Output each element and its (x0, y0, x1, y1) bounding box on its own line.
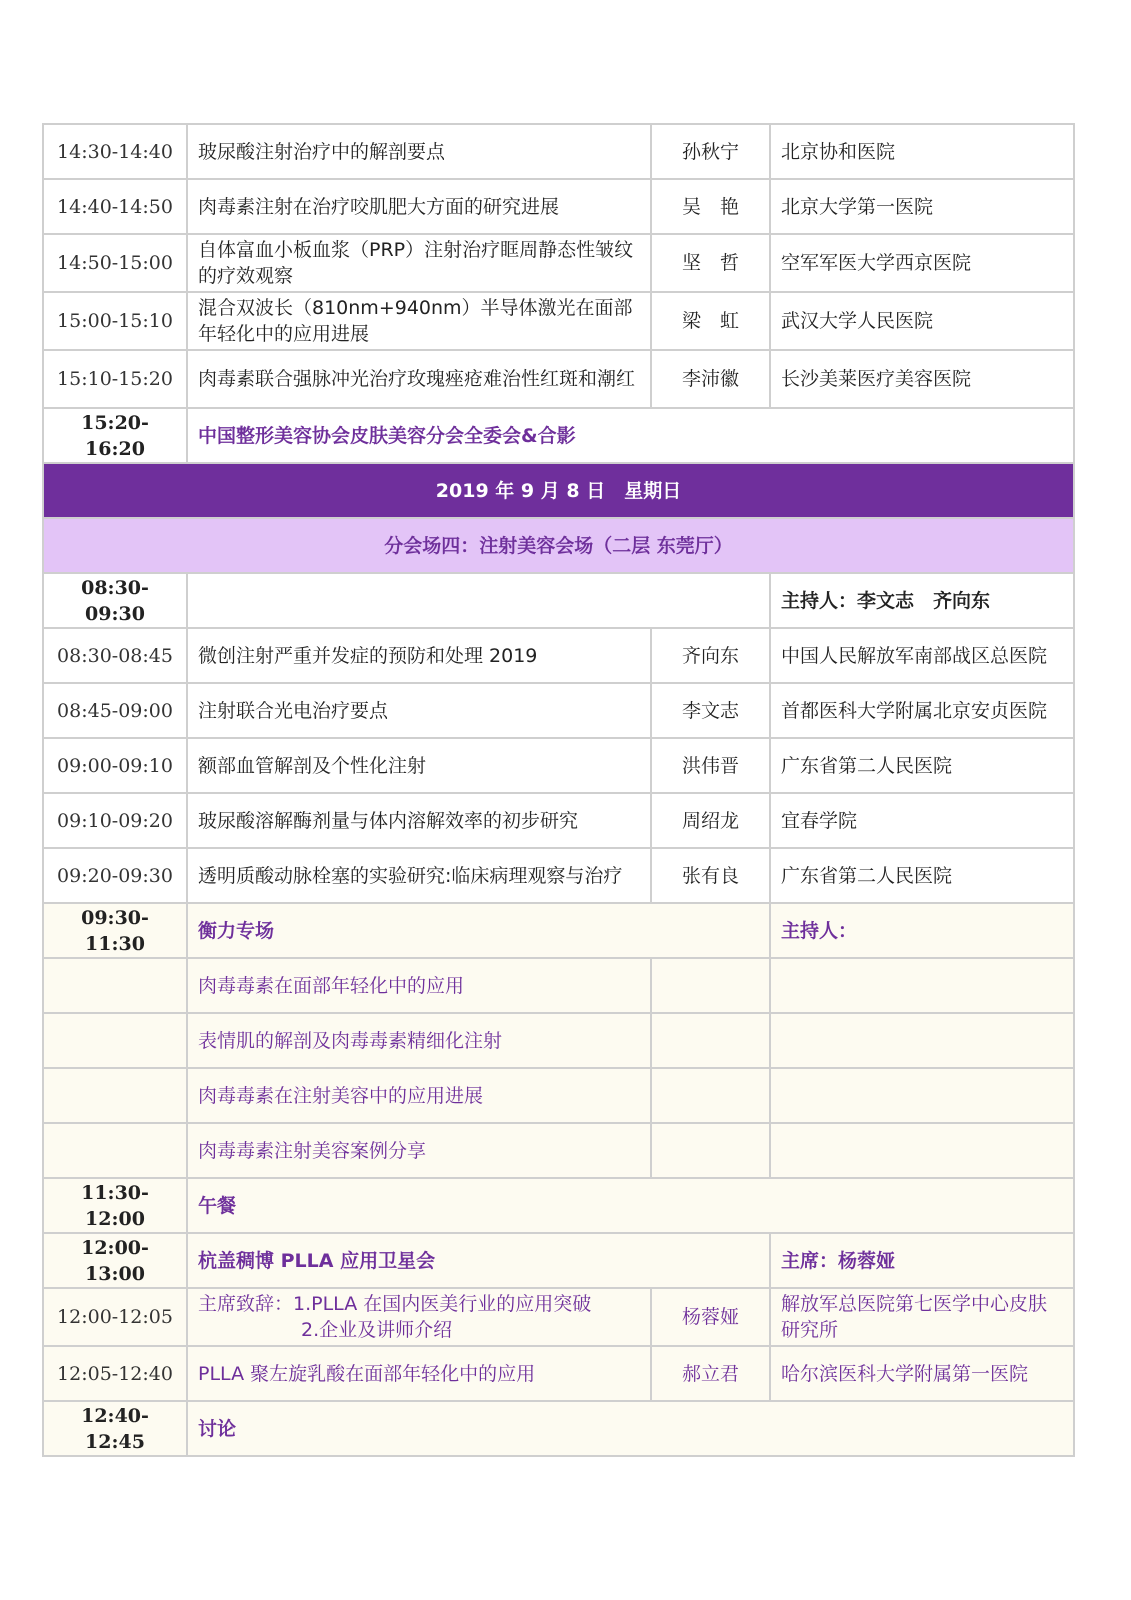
time-cell (43, 1068, 187, 1123)
speaker-cell: 坚 哲 (651, 234, 770, 292)
speaker-cell: 梁 虹 (651, 292, 770, 350)
session-title: 杭盖稠博 PLLA 应用卫星会 (187, 1233, 770, 1288)
affiliation-cell: 广东省第二人民医院 (770, 738, 1074, 793)
speaker-cell: 郝立君 (651, 1346, 770, 1401)
table-row (43, 628, 1074, 683)
topic-line: 2.企业及讲师介绍 (301, 1319, 453, 1341)
chair-cell: 主席：杨蓉娅 (770, 1233, 1074, 1288)
topic-cell: 玻尿酸注射治疗中的解剖要点 (187, 124, 651, 179)
topic-cell: 微创注射严重并发症的预防和处理 2019 (187, 628, 651, 683)
time-cell: 15:20-16:20 (43, 408, 187, 463)
speaker-cell (651, 958, 770, 1013)
topic-cell: 额部血管解剖及个性化注射 (187, 738, 651, 793)
venue-header-row (43, 518, 1074, 573)
schedule-table (42, 123, 1075, 1457)
table-row (43, 1013, 1074, 1068)
venue-header: 分会场四：注射美容会场（二层 东莞厅） (43, 518, 1074, 573)
affiliation-cell: 武汉大学人民医院 (770, 292, 1074, 350)
time-cell: 12:00-13:00 (43, 1233, 187, 1288)
plenary-row (43, 408, 1074, 463)
session-title: 衡力专场 (187, 903, 770, 958)
affiliation-cell: 首都医科大学附属北京安贞医院 (770, 683, 1074, 738)
topic-cell: 混合双波长（810nm+940nm）半导体激光在面部年轻化中的应用进展 (187, 292, 651, 350)
time-cell: 12:05-12:40 (43, 1346, 187, 1401)
session-title-cell (187, 573, 770, 628)
time-cell: 11:30-12:00 (43, 1178, 187, 1233)
topic-cell: 肉毒毒素注射美容案例分享 (187, 1123, 651, 1178)
time-cell: 09:00-09:10 (43, 738, 187, 793)
topic-cell: 透明质酸动脉栓塞的实验研究:临床病理观察与治疗 (187, 848, 651, 903)
time-cell: 15:00-15:10 (43, 292, 187, 350)
discussion-title: 讨论 (187, 1401, 1074, 1456)
day-header: 2019 年 9 月 8 日 星期日 (43, 463, 1074, 518)
table-row (43, 1346, 1074, 1401)
table-row (43, 1068, 1074, 1123)
affiliation-cell: 哈尔滨医科大学附属第一医院 (770, 1346, 1074, 1401)
time-cell: 08:30-08:45 (43, 628, 187, 683)
speaker-cell (651, 1068, 770, 1123)
lunch-row (43, 1178, 1074, 1233)
time-cell: 08:30-09:30 (43, 573, 187, 628)
time-cell: 09:10-09:20 (43, 793, 187, 848)
discussion-row (43, 1401, 1074, 1456)
table-row (43, 738, 1074, 793)
time-cell: 14:40-14:50 (43, 179, 187, 234)
topic-cell: 注射联合光电治疗要点 (187, 683, 651, 738)
table-row (43, 179, 1074, 234)
speaker-cell: 孙秋宁 (651, 124, 770, 179)
time-cell: 12:40-12:45 (43, 1401, 187, 1456)
affiliation-cell (770, 958, 1074, 1013)
affiliation-cell: 北京大学第一医院 (770, 179, 1074, 234)
table-row (43, 848, 1074, 903)
topic-cell: 表情肌的解剖及肉毒毒素精细化注射 (187, 1013, 651, 1068)
time-cell: 09:20-09:30 (43, 848, 187, 903)
speaker-cell: 洪伟晋 (651, 738, 770, 793)
topic-cell: 肉毒毒素在注射美容中的应用进展 (187, 1068, 651, 1123)
affiliation-cell: 空军军医大学西京医院 (770, 234, 1074, 292)
speaker-cell: 杨蓉娅 (651, 1288, 770, 1346)
topic-cell (187, 1288, 651, 1346)
topic-cell: PLLA 聚左旋乳酸在面部年轻化中的应用 (187, 1346, 651, 1401)
table-row (43, 793, 1074, 848)
topic-line: 主席致辞：1.PLLA 在国内医美行业的应用突破 (198, 1293, 592, 1315)
time-cell: 12:00-12:05 (43, 1288, 187, 1346)
table-row (43, 124, 1074, 179)
affiliation-cell (770, 1013, 1074, 1068)
table-row (43, 683, 1074, 738)
table-row (43, 1123, 1074, 1178)
time-cell: 08:45-09:00 (43, 683, 187, 738)
topic-cell: 玻尿酸溶解酶剂量与体内溶解效率的初步研究 (187, 793, 651, 848)
affiliation-cell: 广东省第二人民医院 (770, 848, 1074, 903)
table-row (43, 234, 1074, 292)
speaker-cell (651, 1123, 770, 1178)
speaker-cell: 李沛徽 (651, 350, 770, 408)
session-header-row (43, 573, 1074, 628)
session-header-row (43, 903, 1074, 958)
time-cell: 15:10-15:20 (43, 350, 187, 408)
time-cell (43, 958, 187, 1013)
host-cell: 主持人：李文志 齐向东 (770, 573, 1074, 628)
table-row (43, 292, 1074, 350)
table-row (43, 350, 1074, 408)
plenary-title: 中国整形美容协会皮肤美容分会全委会&合影 (187, 408, 1074, 463)
session-header-row (43, 1233, 1074, 1288)
time-cell (43, 1123, 187, 1178)
table-row (43, 958, 1074, 1013)
table-row (43, 1288, 1074, 1346)
time-cell: 14:30-14:40 (43, 124, 187, 179)
speaker-cell: 吴 艳 (651, 179, 770, 234)
time-cell: 09:30-11:30 (43, 903, 187, 958)
speaker-cell (651, 1013, 770, 1068)
topic-cell: 肉毒毒素在面部年轻化中的应用 (187, 958, 651, 1013)
topic-cell: 自体富血小板血浆（PRP）注射治疗眶周静态性皱纹的疗效观察 (187, 234, 651, 292)
time-cell: 14:50-15:00 (43, 234, 187, 292)
affiliation-cell: 宜春学院 (770, 793, 1074, 848)
affiliation-cell (770, 1068, 1074, 1123)
affiliation-cell: 北京协和医院 (770, 124, 1074, 179)
speaker-cell: 张有良 (651, 848, 770, 903)
topic-cell: 肉毒素联合强脉冲光治疗玫瑰痤疮难治性红斑和潮红 (187, 350, 651, 408)
affiliation-cell (770, 1123, 1074, 1178)
time-cell (43, 1013, 187, 1068)
day-header-row (43, 463, 1074, 518)
lunch-title: 午餐 (187, 1178, 1074, 1233)
speaker-cell: 周绍龙 (651, 793, 770, 848)
affiliation-cell: 解放军总医院第七医学中心皮肤研究所 (770, 1288, 1074, 1346)
affiliation-cell: 中国人民解放军南部战区总医院 (770, 628, 1074, 683)
speaker-cell: 齐向东 (651, 628, 770, 683)
topic-cell: 肉毒素注射在治疗咬肌肥大方面的研究进展 (187, 179, 651, 234)
host-cell: 主持人： (770, 903, 1074, 958)
affiliation-cell: 长沙美莱医疗美容医院 (770, 350, 1074, 408)
speaker-cell: 李文志 (651, 683, 770, 738)
